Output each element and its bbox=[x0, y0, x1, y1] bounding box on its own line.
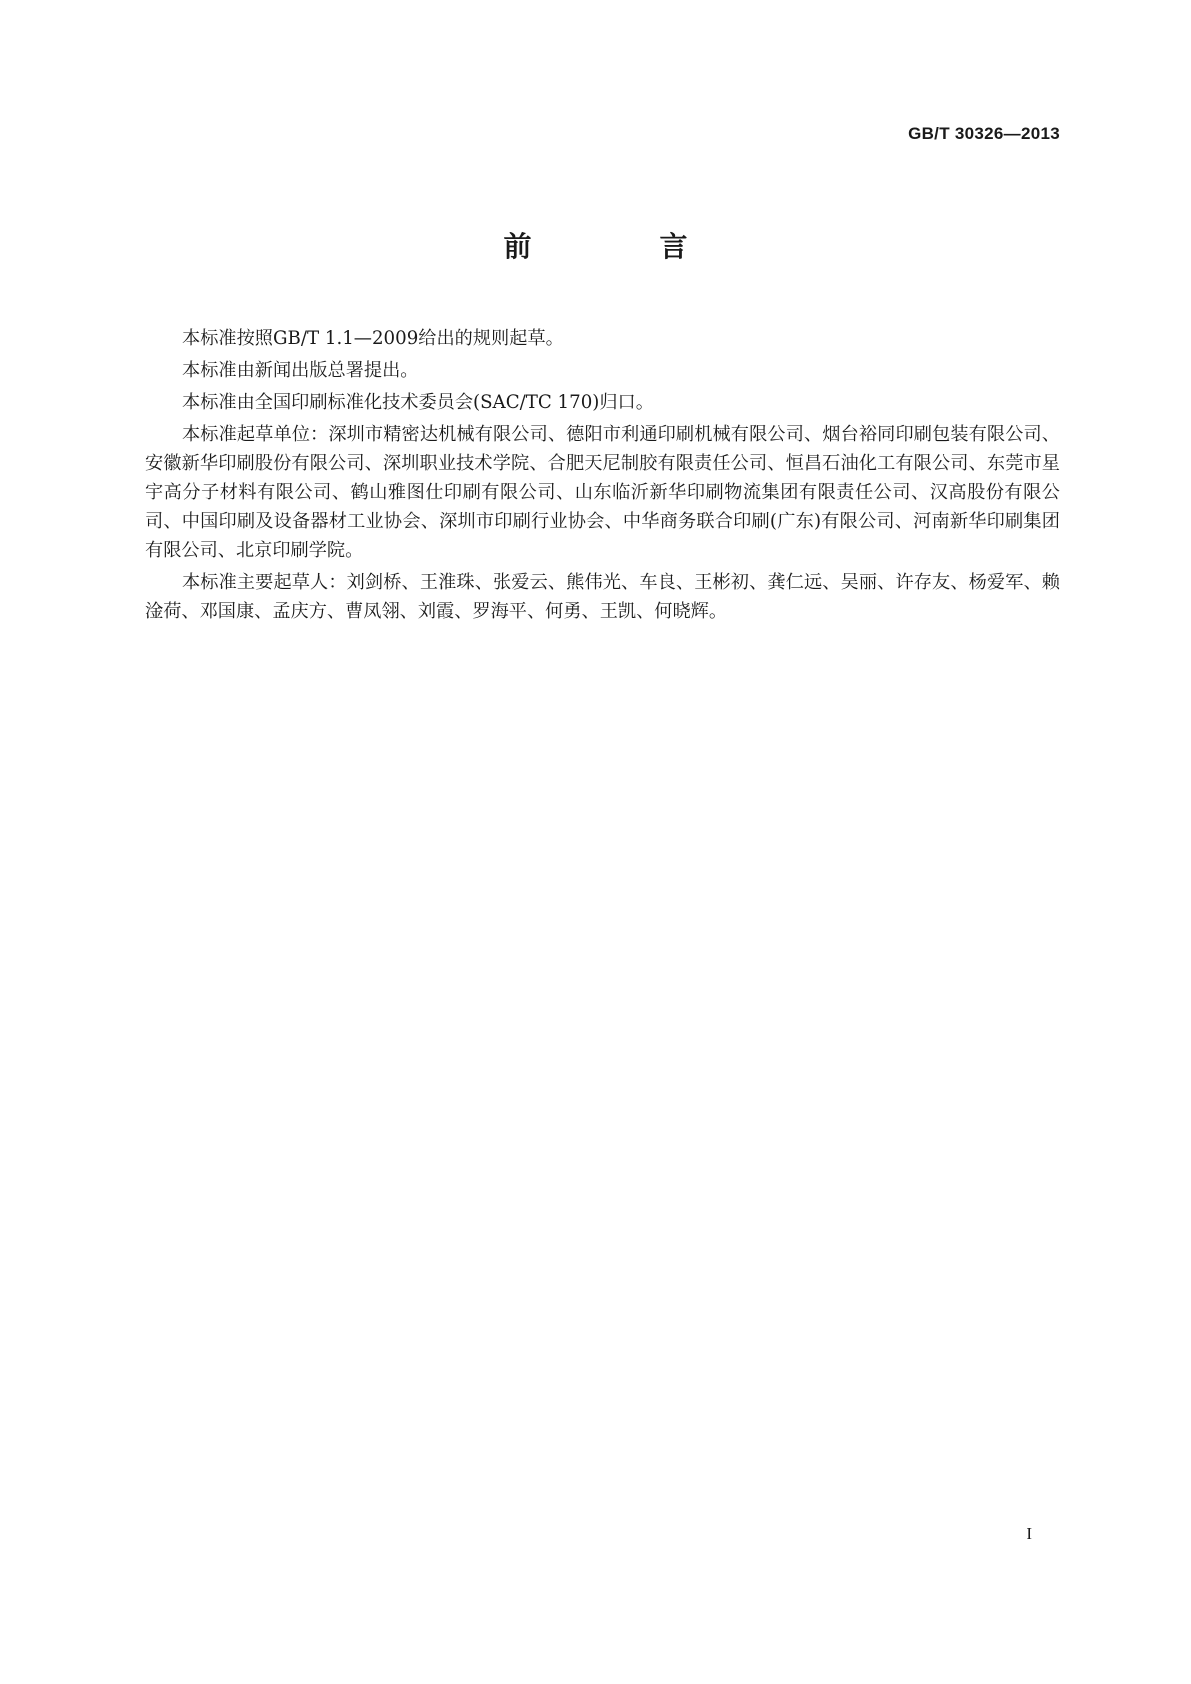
foreword-body bbox=[145, 324, 1060, 629]
page-number: I bbox=[1026, 1524, 1032, 1543]
paragraph-drafting-rules: 本标准按照GB/T 1.1—2009给出的规则起草。 bbox=[182, 328, 564, 349]
page-title: 前 言 bbox=[503, 230, 738, 263]
standard-code: GB/T 30326—2013 bbox=[908, 124, 1060, 143]
paragraph-technical-committee: 本标准由全国印刷标准化技术委员会(SAC/TC 170)归口。 bbox=[182, 392, 654, 413]
paragraph-main-drafters: 本标准主要起草人：刘剑桥、王淮珠、张爱云、熊伟光、车良、王彬初、龚仁远、吴丽、许存友、杨爱军、赖淦荷、邓国康、孟庆方、曹凤翎、刘霞、罗海平、何勇、王凯、何晓辉。 bbox=[145, 572, 1060, 622]
paragraph-drafting-units: 本标准起草单位：深圳市精密达机械有限公司、德阳市利通印刷机械有限公司、烟台裕同印刷包装有限公司、安徽新华印刷股份有限公司、深圳职业技术学院、合肥天尼制胶有限责任公司、恒昌石油化工有限公司、东莞市星宇高分子材料有限公司、鹤山雅图仕印刷有限公司、山东临沂新华印刷物流集团有限责任公司、汉高股份有限公司、中国印刷及设备器材工业协会、深圳市印刷行业协会、中华商务联合印刷(广东)有限公司、河南新华印刷集团有限公司、北京印刷学院。 bbox=[145, 424, 1060, 561]
paragraph-proposer: 本标准由新闻出版总署提出。 bbox=[182, 360, 419, 381]
